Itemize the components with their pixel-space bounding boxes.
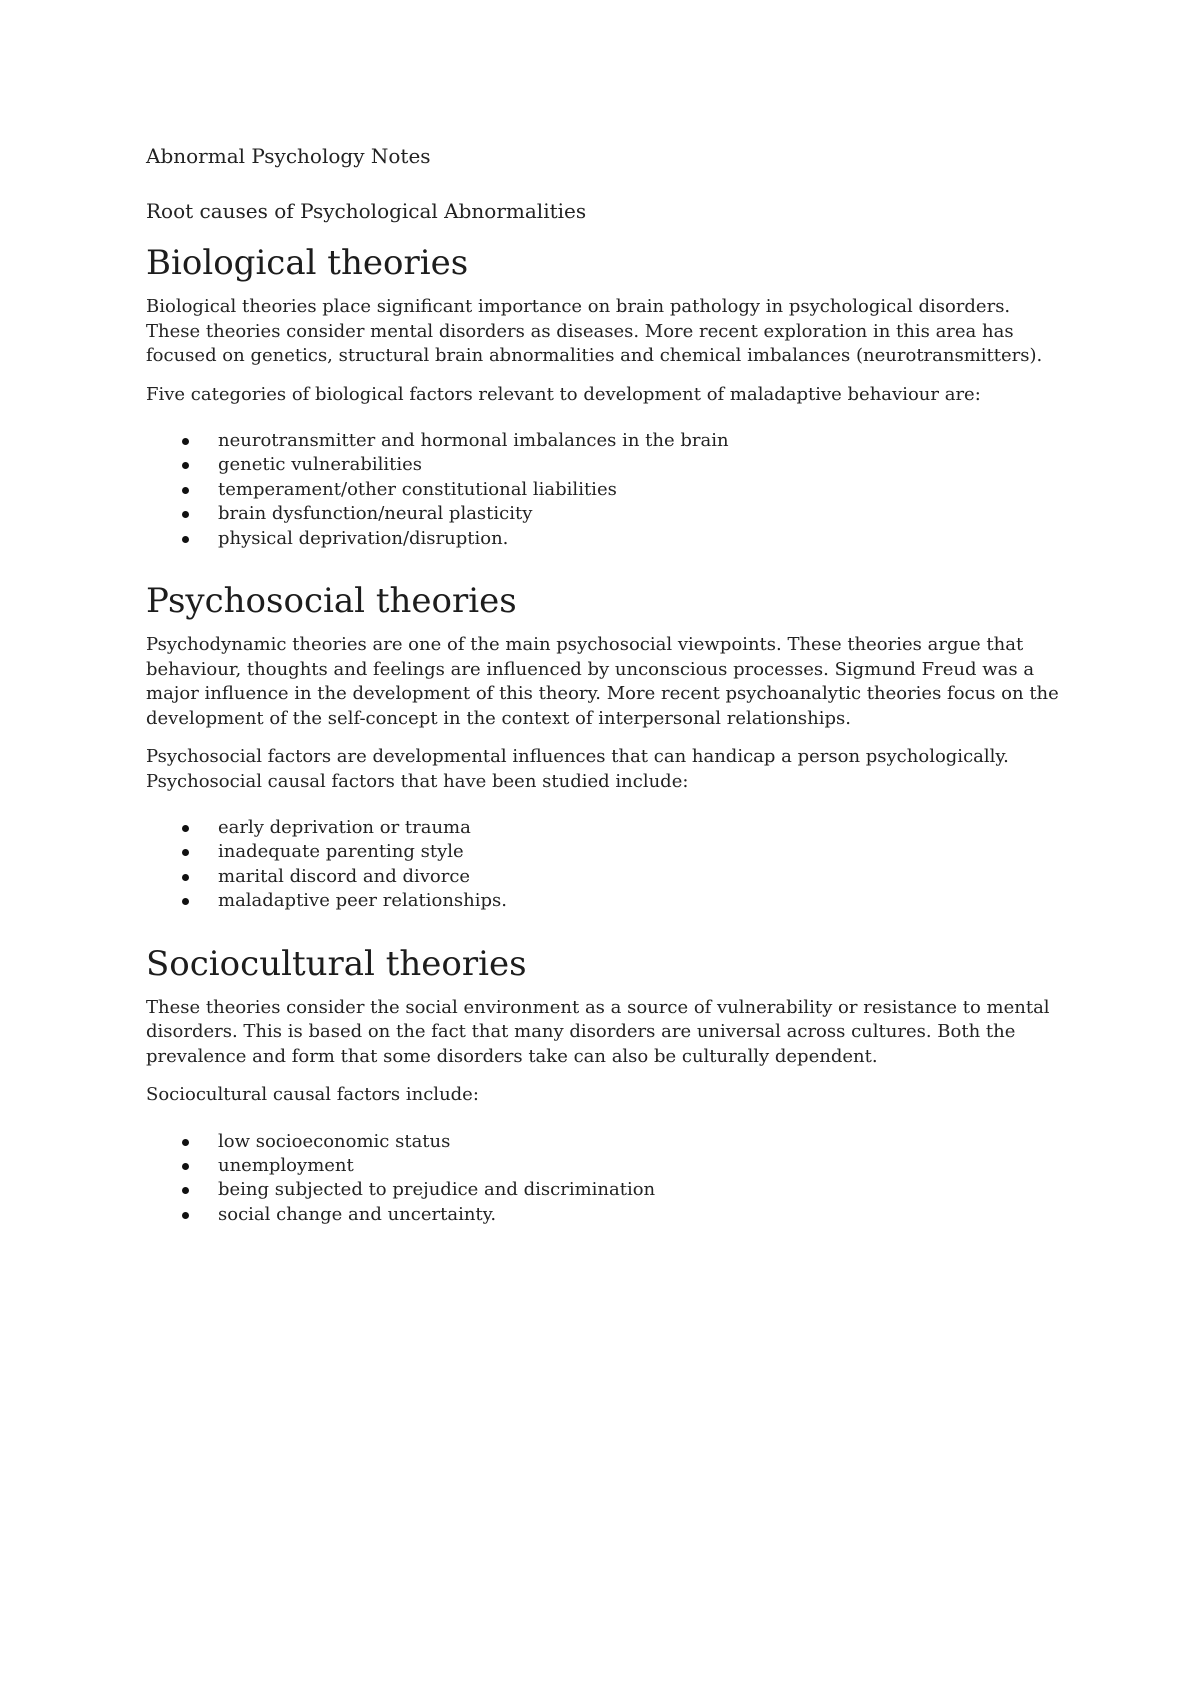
document-subtitle: Root causes of Psychological Abnormalities [146, 199, 587, 223]
document-page [146, 142, 1066, 1255]
list-item [146, 816, 1066, 840]
list-item [146, 429, 1066, 453]
list-item-text: temperament/other constitutional liabilities [218, 478, 617, 500]
section-paragraph: Biological theories place significant importance on brain pathology in psychological disorders. These theories consider mental disorders as diseases. More recent exploration in this area has focused on genetics, structural brain abnormalities and chemical imbalances (neurotransmitters). [146, 296, 1043, 366]
bullet-icon [182, 438, 189, 445]
list-item-text: unemployment [218, 1155, 354, 1177]
list-item-text: genetic vulnerabilities [218, 454, 422, 476]
list-item [146, 1130, 1066, 1154]
list-item-text: inadequate parenting style [218, 841, 464, 863]
list-item-text: low socioeconomic status [218, 1130, 451, 1152]
document-title: Abnormal Psychology Notes [146, 144, 431, 168]
bullet-icon [182, 1187, 189, 1194]
bullet-list [146, 1130, 1066, 1228]
bullet-list [146, 816, 1066, 914]
section-paragraph: Psychodynamic theories are one of the main psychosocial viewpoints. These theories argue that behaviour, thoughts and feelings are influenced by unconscious processes. Sigmund Freud was a major influence in the development of this theory. More recent psychoanalytic theories focus on the development of the self-concept in the context of interpersonal relationships. [146, 634, 1059, 729]
list-item [146, 889, 1066, 913]
bullet-icon [182, 487, 189, 494]
section-biological-theories [146, 241, 1066, 551]
list-item-text: social change and uncertainty. [218, 1203, 497, 1225]
section-heading: Biological theories [146, 243, 469, 283]
list-item [146, 1178, 1066, 1202]
list-item-text: being subjected to prejudice and discrimination [218, 1179, 656, 1201]
bullet-icon [182, 511, 189, 518]
bullet-icon [182, 1139, 189, 1146]
section-paragraph: Five categories of biological factors relevant to development of maladaptive behaviour are: [146, 383, 981, 405]
list-item [146, 1154, 1066, 1178]
bullet-icon [182, 1163, 189, 1170]
list-item-text: neurotransmitter and hormonal imbalances in the brain [218, 430, 729, 451]
list-item [146, 1203, 1066, 1227]
bullet-icon [182, 1212, 189, 1219]
list-item [146, 865, 1066, 889]
section-paragraph: Sociocultural causal factors include: [146, 1084, 479, 1106]
bullet-icon [182, 874, 189, 881]
section-paragraph: Psychosocial factors are developmental influences that can handicap a person psychologically. Psychosocial causal factors that have been studied include: [146, 746, 1009, 792]
bullet-icon [182, 536, 189, 543]
list-item [146, 453, 1066, 477]
bullet-list [146, 429, 1066, 551]
section-paragraph: These theories consider the social environment as a source of vulnerability or resistance to mental disorders. This is based on the fact that many disorders are universal across cultures. Both the prevalence and form that some disorders take can also be culturally dependent. [146, 996, 1050, 1067]
bullet-icon [182, 462, 189, 469]
section-heading: Sociocultural theories [146, 943, 527, 984]
bullet-icon [182, 849, 189, 856]
list-item-text: brain dysfunction/neural plasticity [218, 503, 533, 525]
list-item-text: physical deprivation/disruption. [218, 527, 509, 549]
section-sociocultural-theories [146, 942, 1066, 1228]
list-item [146, 527, 1066, 551]
list-item-text: marital discord and divorce [218, 865, 471, 887]
bullet-icon [182, 898, 189, 905]
list-item [146, 840, 1066, 864]
list-item [146, 478, 1066, 502]
list-item-text: early deprivation or trauma [218, 817, 471, 839]
section-heading: Psychosocial theories [146, 581, 517, 622]
list-item [146, 502, 1066, 526]
bullet-icon [182, 825, 189, 832]
section-psychosocial-theories [146, 579, 1066, 914]
list-item-text: maladaptive peer relationships. [218, 890, 507, 912]
